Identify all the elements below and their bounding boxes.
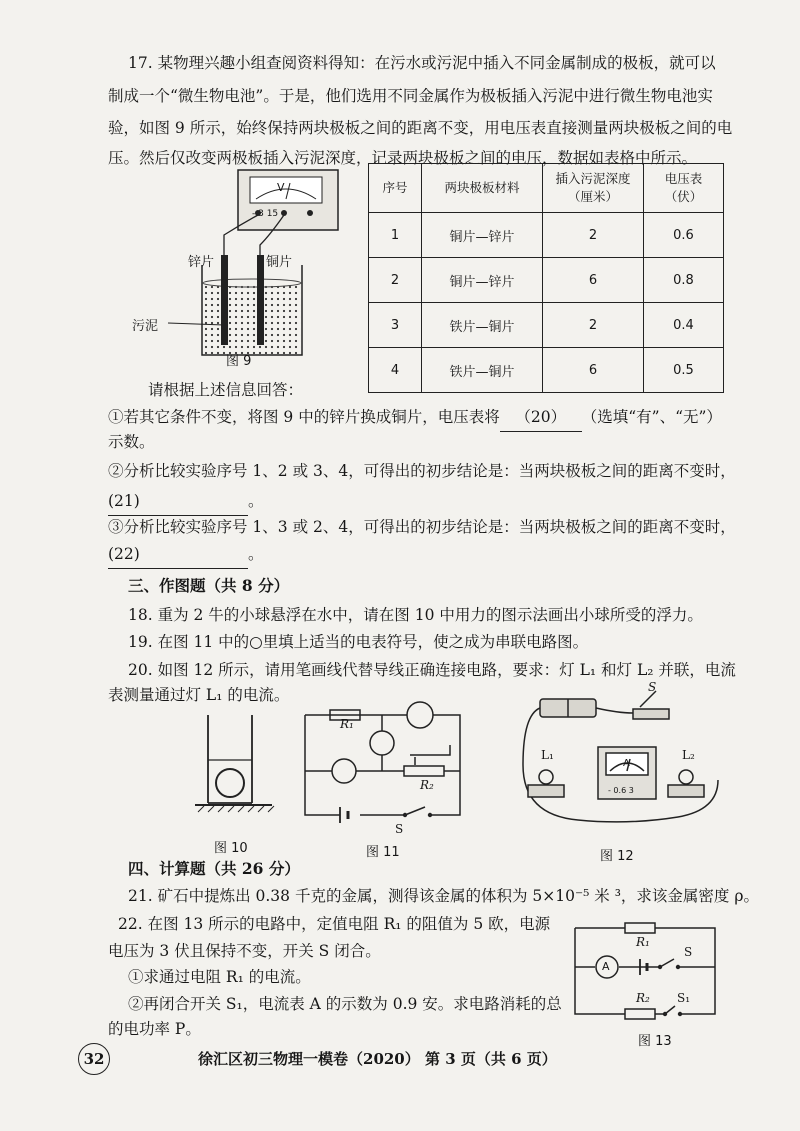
cell-voltage: 0.6 (644, 213, 724, 258)
fig13-r1-label: R₁ (636, 935, 650, 949)
bulb-l2 (679, 770, 693, 784)
header-voltage: 电压表 （伏） (644, 164, 724, 213)
voltmeter-ticks: - 3 15 (252, 209, 279, 219)
ball (216, 769, 244, 797)
cell-index: 3 (369, 303, 422, 348)
meter-circle-mid (370, 731, 394, 755)
table-row (369, 348, 724, 393)
table-row (369, 258, 724, 303)
q18-text: 18. 重为 2 牛的小球悬浮在水中，请在图 10 中用力的图示法画出小球所受的浮力。 (128, 606, 703, 624)
fig13-ammeter-symbol: A (602, 960, 610, 973)
bulb-l2-base (668, 785, 704, 797)
cell-index: 1 (369, 213, 422, 258)
r2-rheostat (404, 766, 444, 776)
zinc-label: 锌片 (188, 255, 215, 270)
answer-blank-22[interactable]: (22) (108, 540, 248, 569)
meter-circle-left (332, 759, 356, 783)
cell-material: 铁片—铜片 (422, 348, 543, 393)
bulb-l1-base (528, 785, 564, 797)
cell-depth: 6 (543, 258, 644, 303)
answer-blank-20[interactable]: （20） (500, 403, 582, 432)
copper-plate (257, 255, 264, 345)
fig12-l2-label: L₂ (682, 748, 695, 762)
q17-sub1-cont: 示数。 (108, 433, 155, 451)
q21-text: 21. 矿石中提炼出 0.38 千克的金属，测得该金属的体积为 5×10⁻⁵ 米 ³，求该金属密度 ρ。 (128, 887, 759, 905)
q17-answer-22: (22) 。 (108, 540, 264, 569)
cell-index: 2 (369, 258, 422, 303)
fig12-l1-label: L₁ (541, 748, 554, 762)
voltmeter-dial (250, 177, 322, 203)
q17-sub2: ②分析比较实验序号 1、2 或 3、4，可得出的初步结论是：当两块极板之间的距离不变时， (108, 462, 736, 480)
cell-voltage: 0.5 (644, 348, 724, 393)
fig13-r2-label: R₂ (636, 991, 650, 1005)
q22-line1: 22. 在图 13 所示的电路中，定值电阻 R₁ 的阻值为 5 欧，电源 (118, 915, 551, 933)
q22-sub2-cont: 的电功率 P。 (108, 1020, 201, 1038)
figure-10-caption: 图 10 (214, 841, 248, 856)
q17-answer-21: (21) 。 (108, 487, 264, 516)
switch-base (633, 709, 669, 719)
bulb-l1 (539, 770, 553, 784)
fig13-r2 (625, 1009, 655, 1019)
header-index: 序号 (369, 164, 422, 213)
cell-depth: 6 (543, 348, 644, 393)
r2-label: R₂ (420, 778, 434, 792)
cell-material: 铁片—铜片 (422, 303, 543, 348)
figure-12-caption: 图 12 (600, 849, 634, 864)
table-row (369, 303, 724, 348)
cell-depth: 2 (543, 303, 644, 348)
zinc-plate (221, 255, 228, 345)
q19-text: 19. 在图 11 中的○里填上适当的电表符号，使之成为串联电路图。 (128, 633, 589, 651)
q17-line1: 17. 某物理兴趣小组查阅资料得知：在污水或污泥中插入不同金属制成的极板，就可以 (128, 54, 716, 72)
q17-line3: 验，如图 9 所示，始终保持两块极板之间的距离不变，用电压表直接测量两块极板之间的电 (108, 119, 733, 137)
figure-13-caption: 图 13 (638, 1034, 672, 1049)
meter-circle-top (407, 702, 433, 728)
figure-11-caption: 图 11 (366, 845, 400, 860)
page-number-badge: 32 (78, 1043, 110, 1075)
fig12-ammeter-symbol: A (623, 758, 630, 769)
q20-line1: 20. 如图 12 所示，请用笔画线代替导线正确连接电路，要求：灯 L₁ 和灯 L₂ 并联，电流 (128, 661, 736, 679)
figure-10-diagram (190, 715, 280, 815)
cell-material: 铜片—锌片 (422, 213, 543, 258)
header-depth: 插入污泥深度 （厘米） (543, 164, 644, 213)
q17-line2: 制成一个“微生物电池”。于是，他们选用不同金属作为极板插入污泥中进行微生物电池实 (108, 87, 713, 105)
fig13-r1 (625, 923, 655, 933)
q22-sub2: ②再闭合开关 S₁，电流表 A 的示数为 0.9 安。求电路消耗的总 (128, 995, 562, 1013)
q22-line2: 电压为 3 伏且保持不变，开关 S 闭合。 (108, 942, 381, 960)
cell-voltage: 0.8 (644, 258, 724, 303)
voltmeter-symbol: V (277, 181, 285, 194)
fig13-s-label: S (684, 945, 693, 959)
header-material: 两块极板材料 (422, 164, 543, 213)
cell-depth: 2 (543, 213, 644, 258)
q17-sub1: ①若其它条件不变，将图 9 中的锌片换成铜片，电压表将 （20） （选填“有”、“无”） (108, 403, 722, 432)
q17-prompt: 请根据上述信息回答： (148, 381, 304, 399)
footer-text: 徐汇区初三物理一模卷（2020） 第 3 页（共 6 页） (198, 1050, 557, 1068)
table-row (369, 213, 724, 258)
q20-line2: 表测量通过灯 L₁ 的电流。 (108, 686, 290, 704)
q17-sub3: ③分析比较实验序号 1、3 或 2、4，可得出的初步结论是：当两块极板之间的距离不变时， (108, 518, 736, 536)
figure-9-caption: 图 9 (226, 354, 252, 369)
r1-label: R₁ (340, 717, 354, 731)
cell-material: 铜片—锌片 (422, 258, 543, 303)
section-4-title: 四、计算题（共 26 分） (128, 859, 300, 878)
answer-blank-21[interactable]: (21) (108, 487, 248, 516)
section-3-title: 三、作图题（共 8 分） (128, 576, 290, 595)
copper-label: 铜片 (266, 255, 293, 270)
table-header-row (369, 164, 724, 213)
figure-11-circuit (300, 705, 470, 830)
fig12-switch-label: S (648, 680, 657, 694)
cell-voltage: 0.4 (644, 303, 724, 348)
cell-index: 4 (369, 348, 422, 393)
mud-fill (203, 283, 301, 354)
switch-s-label: S (395, 822, 404, 836)
q17-line4: 压。然后仅改变两极板插入污泥深度，记录两块极板之间的电压，数据如表格中所示。 (108, 149, 698, 167)
q22-sub1: ①求通过电阻 R₁ 的电流。 (128, 968, 311, 986)
figure-9-diagram (150, 165, 360, 365)
fig13-s1-label: S₁ (677, 991, 691, 1005)
mud-label: 污泥 (132, 319, 159, 334)
data-table (368, 163, 724, 393)
fig12-ammeter-ticks: - 0.6 3 (608, 786, 634, 795)
